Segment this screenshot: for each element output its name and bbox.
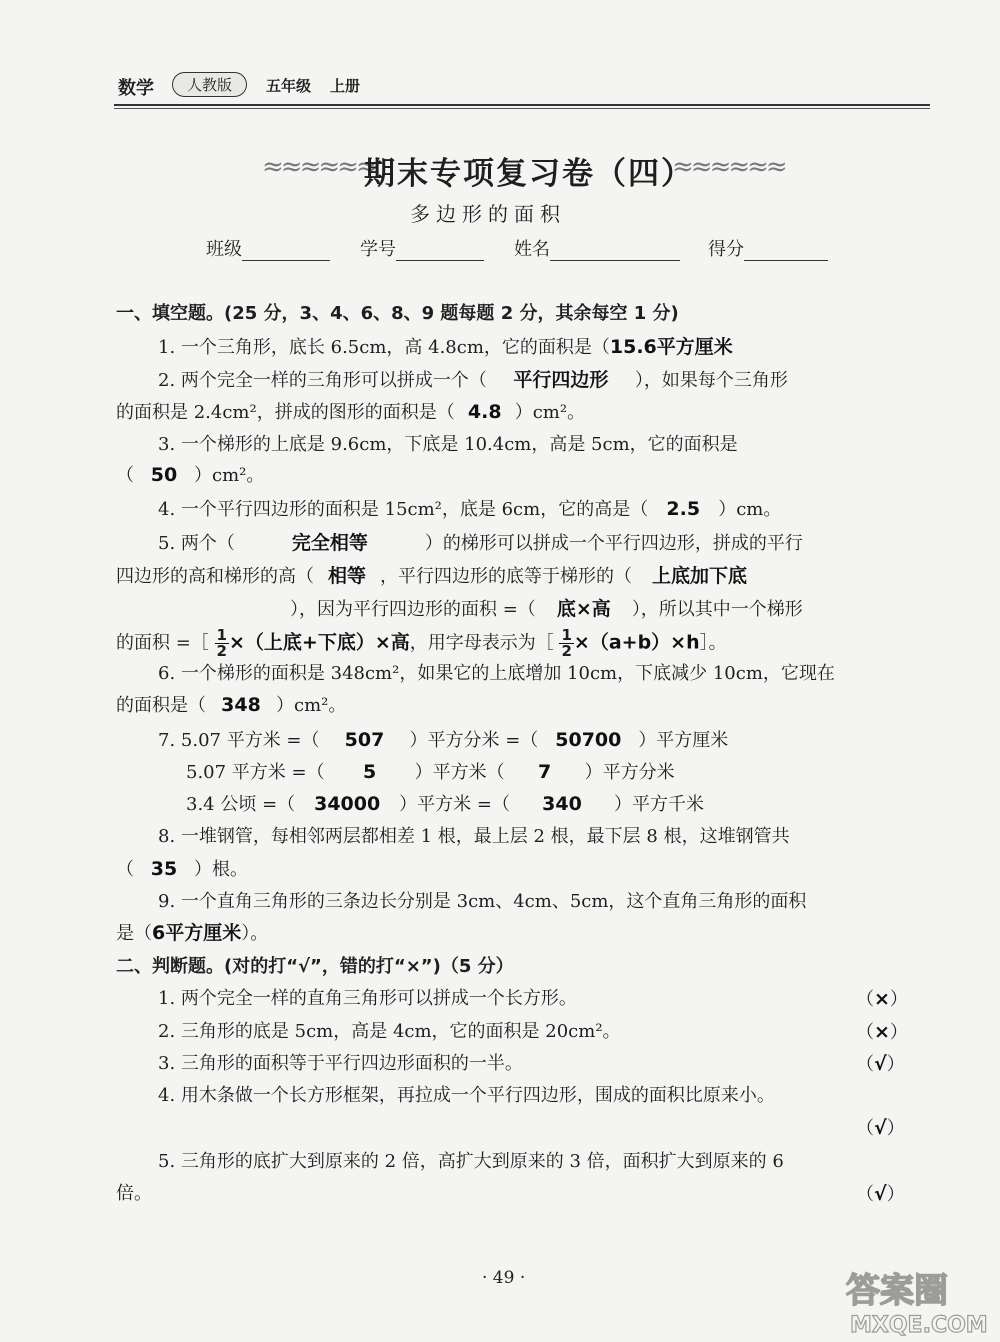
question-5-line-1: 5. 两个（ 完全相等 ）的梯形可以拼成一个平行四边形，拼成的平行: [158, 532, 803, 554]
page-number: · 49 ·: [482, 1268, 526, 1288]
watermark-text-1: 答案圈: [846, 1271, 948, 1311]
answer-7b: 50700: [555, 729, 622, 751]
grade-label: 五年级: [266, 77, 312, 95]
question-6-line-1: 6. 一个梯形的面积是 348cm²，如果它的上底增加 10cm，下底减少 10cm，它现在: [158, 663, 835, 684]
judge-answer-4: （√）: [856, 1117, 905, 1139]
question-2-line-2: 的面积是 2.4cm²，拼成的图形的面积是（ 4.8 ）cm²。: [116, 401, 586, 423]
question-7-row-3: 3.4 公顷 =（ 34000 ）平方米 =（ 340 ）平方千米: [186, 793, 704, 815]
answer-2b: 4.8: [467, 401, 502, 423]
watermark-text-2: MXQE.COM: [850, 1313, 988, 1338]
question-5-line-2: 四边形的高和梯形的高（ 相等 ，平行四边形的底等于梯形的（ 上底加下底: [116, 565, 748, 587]
section-2-heading: 二、判断题。(对的打“√”，错的打“×”)（5 分）: [116, 956, 514, 977]
answer-7c: 5: [362, 761, 377, 783]
edition-badge: 人教版: [172, 72, 247, 97]
question-8-line-1: 8. 一堆钢管，每相邻两层都相差 1 根，最上层 2 根，最下层 8 根，这堆钢管共: [158, 826, 790, 847]
judge-answer-1: （×）: [856, 988, 908, 1010]
answer-5b: 相等: [327, 565, 366, 587]
answer-5e: ×（上底+下底）×高: [228, 631, 410, 654]
answer-8: 35: [150, 858, 178, 880]
answer-7d: 7: [537, 761, 552, 783]
wave-decoration-left: ≈≈≈≈≈≈: [262, 152, 375, 182]
question-1: 1. 一个三角形，底长 6.5cm，高 4.8cm，它的面积是（15.6平方厘米: [158, 336, 733, 358]
answer-5f: ×（a+b）×h: [573, 631, 700, 654]
watermark-graphic: [840, 1262, 990, 1338]
question-2-line-1: 2. 两个完全一样的三角形可以拼成一个（ 平行四边形 ），如果每个三角形: [158, 369, 788, 391]
question-6-line-2: 的面积是（ 348 ）cm²。: [116, 694, 347, 716]
judge-item-4: 4. 用木条做一个长方形框架，再拉成一个平行四边形，围成的面积比原来小。: [158, 1085, 775, 1106]
answer-7e: 34000: [314, 793, 381, 815]
subject-label: 数学: [118, 78, 154, 99]
answer-5a: 完全相等: [291, 532, 368, 554]
header-rule-thin: [114, 108, 930, 109]
question-9-line-2: 是（6平方厘米）。: [116, 922, 269, 944]
name-field[interactable]: 姓名: [514, 235, 680, 261]
question-3-line-2: （ 50 ）cm²。: [116, 464, 265, 486]
judge-answer-5: （√）: [856, 1183, 905, 1205]
fraction-half-2: $\frac{1}{2}$: [561, 626, 572, 660]
watermark-logo: [840, 1262, 990, 1338]
fraction-half-1: $\frac{1}{2}$: [216, 626, 227, 660]
answer-3: 50: [150, 464, 178, 486]
answer-4: 2.5: [666, 498, 701, 520]
judge-item-2: 2. 三角形的底是 5cm，高是 4cm，它的面积是 20cm²。: [158, 1021, 621, 1042]
answer-5d: 底×高: [556, 598, 611, 620]
judge-answer-2: （×）: [856, 1021, 908, 1043]
question-7-row-1: 7. 5.07 平方米 =（ 507 ）平方分米 =（ 50700 ）平方厘米: [158, 729, 729, 751]
score-field[interactable]: 得分: [708, 235, 828, 261]
question-5-line-3: ），因为平行四边形的面积 =（ 底×高 ），所以其中一个梯形: [290, 598, 803, 620]
answer-7a: 507: [344, 729, 385, 751]
answer-6: 348: [221, 694, 261, 716]
volume-label: 上册: [330, 77, 361, 95]
question-7-row-2: 5.07 平方米 =（ 5 ）平方米（ 7 ）平方分米: [186, 761, 675, 783]
answer-2a: 平行四边形: [513, 369, 609, 391]
answer-5c: 上底加下底: [652, 565, 748, 587]
question-8-line-2: （ 35 ）根。: [116, 858, 248, 880]
answer-9: 6平方厘米: [152, 922, 242, 944]
question-9-line-1: 9. 一个直角三角形的三条边长分别是 3cm、4cm、5cm，这个直角三角形的面积: [158, 891, 807, 912]
answer-1: 15.6平方厘米: [609, 336, 733, 358]
question-3-line-1: 3. 一个梯形的上底是 9.6cm，下底是 10.4cm，高是 5cm，它的面积是: [158, 434, 738, 455]
judge-item-5: 5. 三角形的底扩大到原来的 2 倍，高扩大到原来的 3 倍，面积扩大到原来的 6: [158, 1151, 784, 1172]
class-field[interactable]: 班级: [206, 235, 330, 261]
judge-item-5-cont: 倍。: [116, 1183, 152, 1204]
question-4: 4. 一个平行四边形的面积是 15cm²，底是 6cm，它的高是（ 2.5 ）cm。: [158, 498, 782, 520]
wave-decoration-right: ≈≈≈≈≈≈: [672, 152, 785, 182]
answer-7f: 340: [542, 793, 582, 815]
judge-answer-3: （√）: [856, 1053, 905, 1075]
judge-item-3: 3. 三角形的面积等于平行四边形面积的一半。: [158, 1053, 523, 1074]
judge-item-1: 1. 两个完全一样的直角三角形可以拼成一个长方形。: [158, 988, 577, 1009]
page-subtitle: 多边形的面积: [410, 202, 566, 226]
page-title: 期末专项复习卷（四）: [364, 156, 694, 192]
header-rule: [114, 104, 930, 106]
student-number-field[interactable]: 学号: [360, 235, 484, 261]
question-5-line-4: 的面积 =［ $\frac{1}{2}$ ×（上底+下底）×高，用字母表示为［ $\frac{1}{2}$ ×（a+b）×h］。: [116, 626, 727, 660]
section-1-heading: 一、填空题。(25 分，3、4、6、8、9 题每题 2 分，其余每空 1 分): [116, 303, 679, 324]
